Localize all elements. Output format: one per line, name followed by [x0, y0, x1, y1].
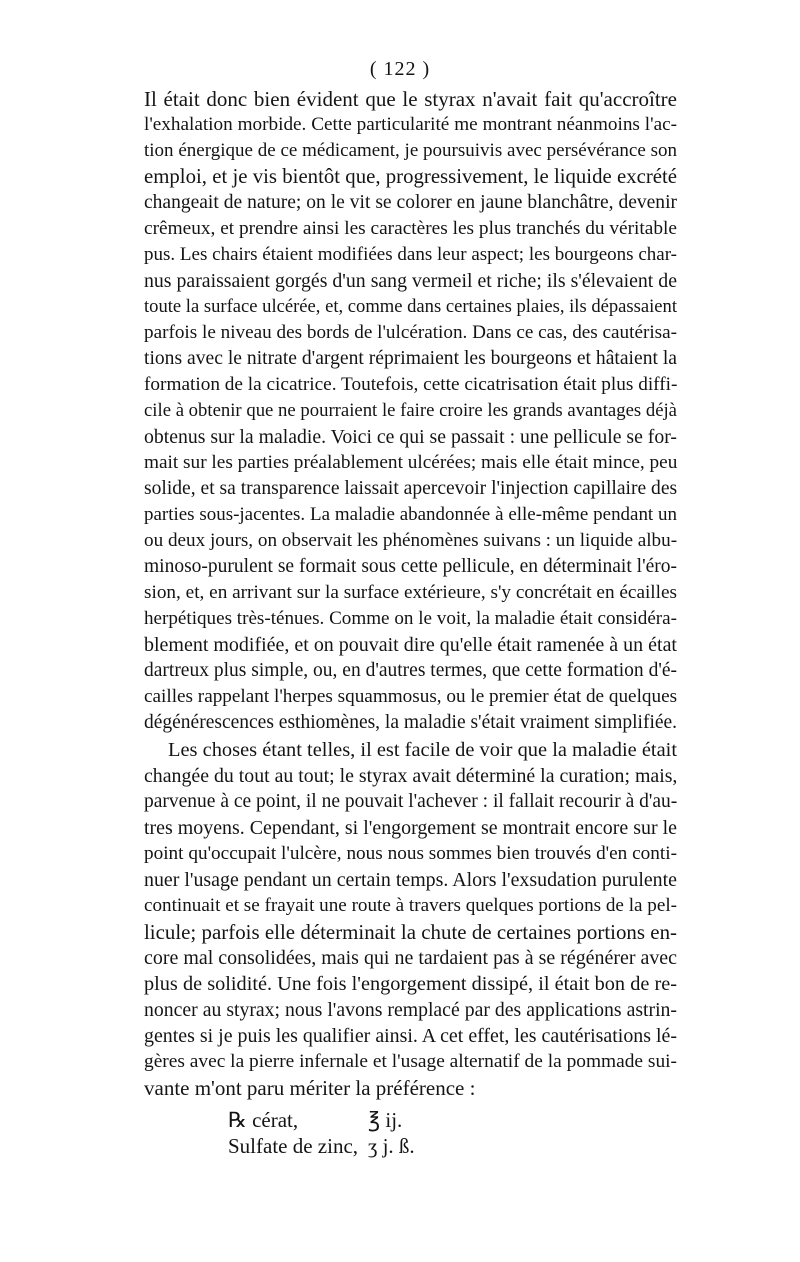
text-line: nuer l'usage pendant un certain temps. Alors l'exsudation purulente [144, 869, 677, 891]
text-line: obtenus sur la maladie. Voici ce qui se passait : une pellicule se for- [144, 426, 677, 448]
text-line: vante m'ont paru mériter la préférence : [144, 1076, 476, 1100]
text-line: herpétiques très-ténues. Comme on le voit, la maladie était considéra- [144, 608, 677, 629]
text-line: tion énergique de ce médicament, je poursuivis avec persévérance son [144, 140, 677, 161]
text-line: blement modifiée, et on pouvait dire qu'elle était ramenée à un état [144, 634, 677, 656]
text-line: core mal consolidées, mais qui ne tardaient pas à se régénérer avec [144, 947, 677, 969]
text-line: nus paraissaient gorgés d'un sang vermeil et riche; ils s'élevaient de [144, 270, 677, 292]
text-line: Les choses étant telles, il est facile de voir que la maladie était [168, 739, 678, 761]
text-line: noncer au styrax; nous l'avons remplacé par des applications astrin- [144, 999, 677, 1021]
text-line: tres moyens. Cependant, si l'engorgement se montrait encore sur le [144, 817, 677, 839]
text-line: toute la surface ulcérée, et, comme dans certaines plaies, ils dépassaient [144, 296, 677, 317]
text-line: parvenue à ce point, il ne pouvait l'achever : il fallait recourir à d'au- [144, 791, 678, 812]
text-line: solide, et sa transparence laissait apercevoir l'injection capillaire des [144, 478, 678, 499]
text-line: emploi, et je vis bientôt que, progressivement, le liquide excrété [144, 165, 677, 188]
text-line: tions avec le nitrate d'argent réprimaient les bourgeons et hâtaient la [144, 348, 677, 369]
text-line: Il était donc bien évident que le styrax n'avait fait qu'accroître [144, 87, 677, 111]
formula-quantity: ʒ j. ß. [368, 1134, 415, 1158]
text-line: cailles rappelant l'herpes squammosus, ou le premier état de quelques [144, 686, 678, 707]
text-line: mait sur les parties préalablement ulcérées; mais elle était mince, peu [144, 452, 678, 473]
text-line: continuait et se frayait une route à travers quelques portions de la pel- [144, 895, 677, 916]
text-line: parfois le niveau des bords de l'ulcération. Dans ce cas, des cautérisa- [144, 322, 677, 343]
text-line: licule; parfois elle déterminait la chute de certaines portions en- [144, 920, 677, 944]
page-number: ( 122 ) [369, 58, 431, 80]
text-line: l'exhalation morbide. Cette particularité me montrant néanmoins l'ac- [144, 114, 677, 135]
text-line: dartreux plus simple, ou, en d'autres termes, que cette formation d'é- [144, 660, 677, 681]
formula-ingredient: Sulfate de zinc, [228, 1134, 359, 1158]
text-line: formation de la cicatrice. Toutefois, cette cicatrisation était plus diffi- [144, 374, 678, 395]
formula-ingredient: ℞ cérat, [228, 1108, 299, 1132]
text-line: sion, et, en arrivant sur la surface extérieure, s'y concrétait en écailles [144, 582, 677, 603]
text-line: pus. Les chairs étaient modifiées dans leur aspect; les bourgeons char- [144, 244, 677, 265]
text-line: changeait de nature; on le vit se colorer en jaune blanchâtre, devenir [144, 192, 677, 213]
text-line: crêmeux, et prendre ainsi les caractères les plus tranchés du véritable [144, 218, 677, 239]
text-line: point qu'occupait l'ulcère, nous nous sommes bien trouvés d'en conti- [144, 843, 677, 864]
text-line: parties sous-jacentes. La maladie abandonnée à elle-même pendant un [144, 504, 677, 525]
text-line: cile à obtenir que ne pourraient le faire croire les grands avantages déjà [144, 400, 677, 421]
text-line: changée du tout au tout; le styrax avait déterminé la curation; mais, [144, 765, 678, 787]
text-line: plus de solidité. Une fois l'engorgement dissipé, il était bon de re- [144, 973, 677, 995]
text-line: ou deux jours, on observait les phénomènes suivans : un liquide albu- [144, 530, 678, 551]
formula-quantity: ℥ ij. [368, 1108, 403, 1132]
text-line: gentes si je puis les qualifier ainsi. A cet effet, les cautérisations lé- [144, 1025, 677, 1047]
text-line: dégénérescences esthiomènes, la maladie s'était vraiment simplifiée. [144, 712, 678, 733]
text-line: gères avec la pierre infernale et l'usage alternatif de la pommade sui- [144, 1051, 677, 1072]
text-line: minoso-purulent se formait sous cette pellicule, en déterminait l'éro- [144, 556, 677, 577]
